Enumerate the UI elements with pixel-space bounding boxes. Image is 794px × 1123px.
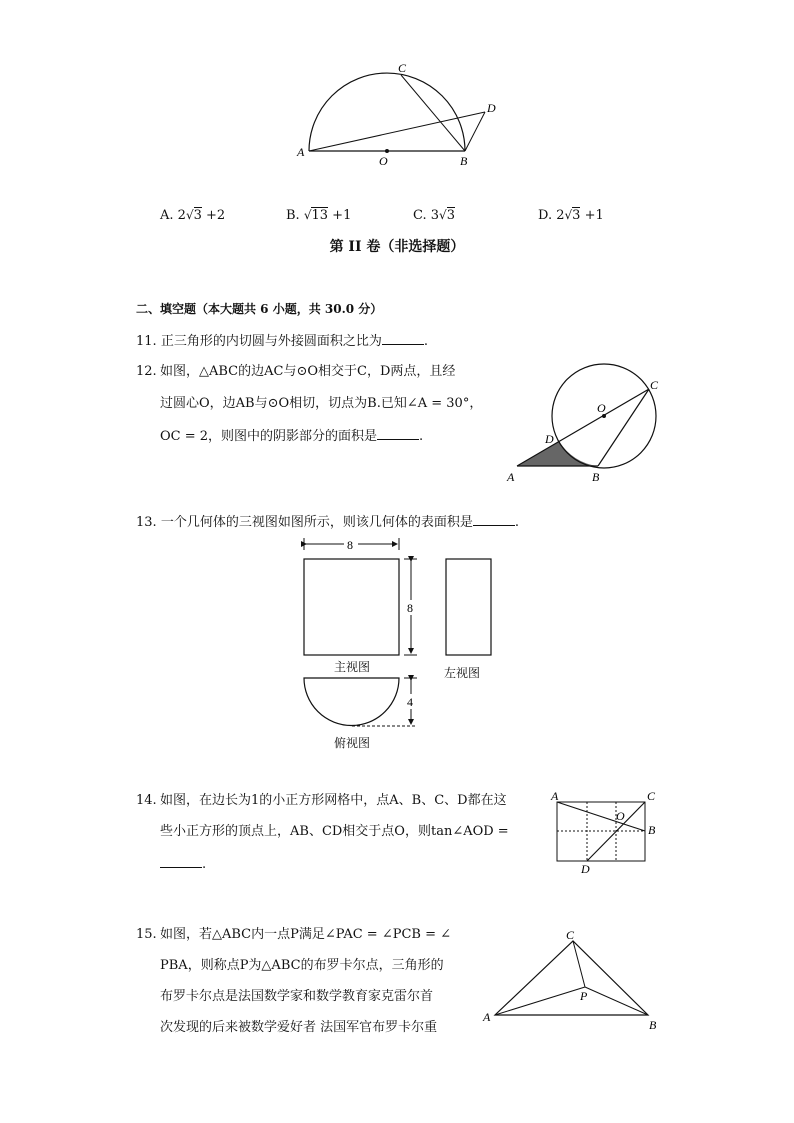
q12-line3: OC = 2，则图中的阴影部分的面积是 .: [160, 425, 423, 447]
part2-title: 第 II 卷（非选择题）: [329, 239, 465, 255]
q13-front-view-shape: [304, 559, 399, 655]
q10-option-b[interactable]: B. √13 +1: [286, 208, 352, 223]
q12-answer-blank[interactable]: [377, 425, 419, 440]
section2-header: 二、填空题（本大题共 6 小题，共 30.0 分）: [136, 302, 383, 316]
q14-label-c: C: [647, 789, 656, 803]
q10-figure: [290, 55, 510, 175]
q15-line1: 如图，若△ABC内一点P满足∠PAC = ∠PCB = ∠: [160, 927, 452, 942]
q14-label-b: B: [648, 823, 656, 837]
q15-number: 15.: [136, 927, 157, 942]
q12-line1: 如图，△ABC的边AC与⊙O相交于C，D两点，且经: [160, 364, 456, 379]
q14-number: 14.: [136, 793, 157, 808]
q13-number: 13.: [136, 515, 157, 530]
q12-label-o: O: [597, 401, 606, 415]
q13-front-view-caption: 主视图: [334, 660, 371, 674]
q15-figure: [478, 925, 668, 1035]
q12-label-d: D: [545, 432, 554, 446]
q15-label-b: B: [649, 1018, 657, 1032]
q14-answer-blank[interactable]: [160, 853, 202, 868]
q13-top-view-caption: 俯视图: [334, 736, 371, 750]
q12-figure: [500, 360, 670, 485]
q13-left-view-shape: [446, 559, 491, 655]
q12-label-c: C: [650, 378, 659, 392]
q10-option-c[interactable]: C. 3√3: [413, 208, 455, 223]
q15-label-p: P: [580, 989, 588, 1003]
q10-label-a: A: [297, 145, 305, 159]
q13-dim-side: 8: [407, 601, 413, 615]
q10-label-c: C: [398, 61, 407, 75]
q10-option-a[interactable]: A. 2√3 +2: [160, 208, 226, 223]
q13-dim-bottom: 4: [407, 695, 413, 709]
q10-option-d[interactable]: D. 2√3 +1: [538, 208, 604, 223]
q10-label-d: D: [487, 101, 496, 115]
q13-left-view-caption: 左视图: [444, 666, 481, 680]
q14-label-d: D: [581, 862, 590, 876]
q13-figure: [290, 535, 510, 760]
q13-answer-blank[interactable]: [473, 511, 515, 526]
q12-line2: 过圆心O，边AB与⊙O相切，切点为B.已知∠A = 30°，: [160, 396, 483, 411]
q13-top-view-shape: [304, 678, 399, 726]
q13-dim-top: 8: [347, 538, 353, 552]
q13: 13. 一个几何体的三视图如图所示，则该几何体的表面积是 .: [136, 511, 519, 533]
q14-line2: 些小正方形的顶点上，AB、CD相交于点O，则tan∠AOD =: [160, 824, 509, 839]
q10-label-o: O: [379, 154, 388, 168]
q14-line3: .: [160, 853, 206, 875]
q15-label-a: A: [483, 1010, 491, 1024]
q15-line3: 布罗卡尔点是法国数学家和数学教育家克雷尔首: [160, 989, 434, 1004]
q11: 11. 正三角形的内切圆与外接圆面积之比为 .: [136, 330, 428, 352]
q15-label-c: C: [566, 928, 575, 942]
q11-answer-blank[interactable]: [382, 330, 424, 345]
q15-line2: PBA，则称点P为△ABC的布罗卡尔点，三角形的: [160, 958, 444, 973]
q14-label-a: A: [551, 789, 559, 803]
q12-number: 12.: [136, 364, 157, 379]
q11-text: 正三角形的内切圆与外接圆面积之比为: [160, 334, 382, 349]
q12-label-a: A: [507, 470, 515, 484]
q10-label-b: B: [460, 154, 468, 168]
q11-number: 11.: [136, 334, 157, 349]
q12-label-b: B: [592, 470, 600, 484]
q14-figure: [545, 785, 665, 877]
q14-label-o: O: [616, 809, 625, 823]
q15-line4: 次发现的后来被数学爱好者 法国军官布罗卡尔重: [160, 1020, 438, 1035]
q14-line1: 如图，在边长为1的小正方形网格中，点A、B、C、D都在这: [160, 793, 507, 808]
q13-text: 一个几何体的三视图如图所示，则该几何体的表面积是: [160, 515, 473, 530]
